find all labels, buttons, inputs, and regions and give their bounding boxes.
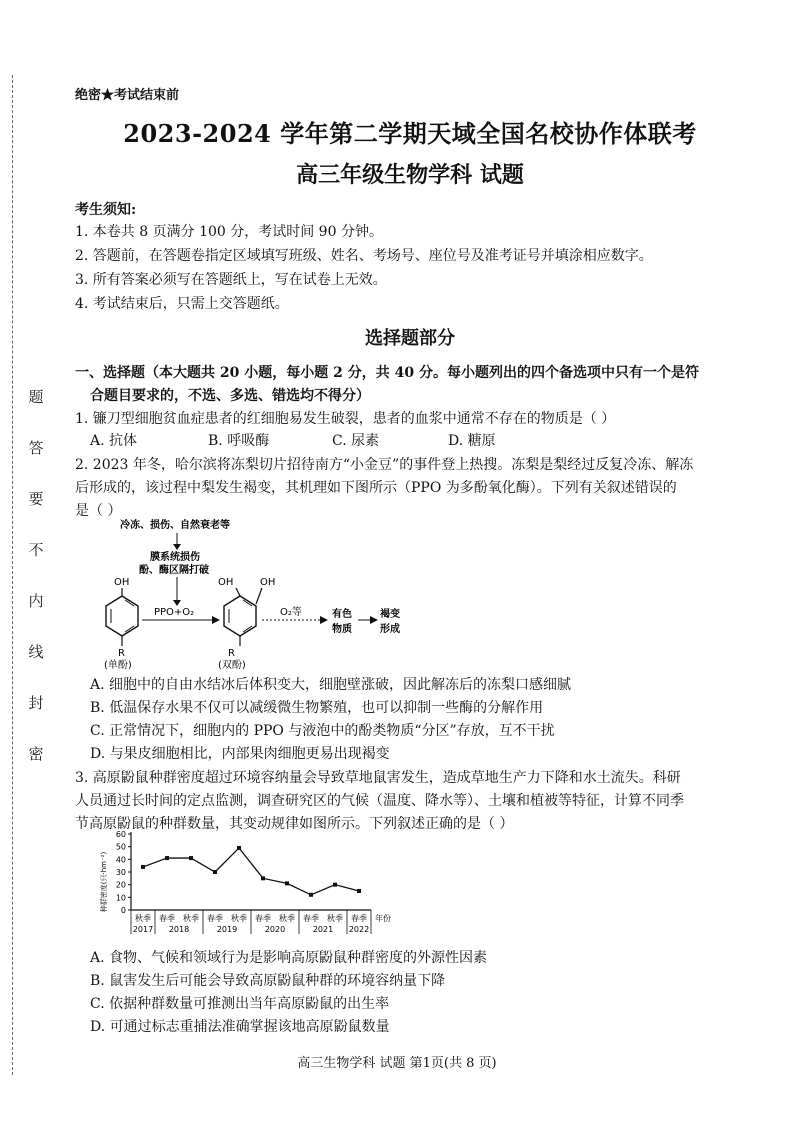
y-tick-label: 50 xyxy=(115,842,126,852)
q3-option-d: D. 可通过标志重捕法准确掌握该地高原鼢鼠数量 xyxy=(90,1019,390,1035)
q2-option-d: D. 与果皮细胞相比，内部果肉细胞更易出现褐变 xyxy=(90,746,390,762)
section-title: 选择题部分 xyxy=(365,328,455,349)
result-label-2: 形成 xyxy=(380,624,400,635)
secret-label: 绝密★考试结束前 xyxy=(75,88,180,103)
x-tick-label: 秋季 xyxy=(135,914,151,923)
margin-char: 题 xyxy=(28,388,44,406)
y-tick-label: 0 xyxy=(120,906,126,915)
notice-item: 1. 本卷共 8 页满分 100 分，考试时间 90 分钟。 xyxy=(75,224,383,240)
year-label: 2019 xyxy=(216,925,238,934)
q3-option-a: A. 食物、气候和领域行为是影响高原鼢鼠种群密度的外源性因素 xyxy=(90,950,488,966)
year-label: 2017 xyxy=(132,925,154,934)
q1-options xyxy=(90,430,496,450)
q3-stem: 节高原鼢鼠的种群数量，其变动规律如图所示。下列叙述正确的是（ ） xyxy=(75,816,514,832)
di-caption: (双酚) xyxy=(218,660,246,670)
density-series-line xyxy=(143,848,359,895)
year-label: 2018 xyxy=(168,925,190,934)
q3-option-c: C. 依据种群数量可推测出当年高原鼢鼠的出生率 xyxy=(90,996,390,1012)
x-tick-label: 春季 xyxy=(351,914,367,923)
y-tick-label: 30 xyxy=(115,868,126,877)
margin-char: 答 xyxy=(28,439,44,457)
q2-option-b: B. 低温保存水果不仅可以减缓微生物繁殖，也可以抑制一些酶的分解作用 xyxy=(90,700,544,716)
margin-char: 线 xyxy=(28,643,44,661)
margin-char: 密 xyxy=(28,745,44,763)
x-tick-label: 秋季 xyxy=(231,914,247,923)
year-label: 2022 xyxy=(348,925,370,934)
margin-char: 封 xyxy=(28,694,44,712)
exam-subtitle: 高三年级生物学科 试题 xyxy=(296,162,524,188)
x-tick-label: 秋季 xyxy=(327,914,343,923)
data-point xyxy=(333,883,337,887)
margin-char: 要 xyxy=(28,490,44,508)
q3-option-b: B. 鼠害发生后可能会导致高原鼢鼠种群的环境容纳量下降 xyxy=(90,973,446,989)
data-point xyxy=(141,865,145,869)
q2-option-c: C. 正常情况下，细胞内的 PPO 与液泡中的酚类物质“分区”存放，互不干扰 xyxy=(90,723,555,739)
q2-stem: 后形成的，该过程中梨发生褐变，其机理如下图所示（PPO 为多酚氧化酶）。下列有关叙述错误的 xyxy=(75,480,677,496)
di-oh-label-2: OH xyxy=(260,577,276,588)
y-tick-label: 20 xyxy=(115,880,126,890)
q1-option-b: B. 呼吸酶 xyxy=(208,433,270,449)
di-oh-label-1: OH xyxy=(218,577,234,588)
q2-stem: 2. 2023 年冬，哈尔滨将冻梨切片招待南方“小金豆”的事件登上热搜。冻梨是梨经过反复冷冻、解冻 xyxy=(75,457,694,473)
mono-r-label: R xyxy=(118,648,125,659)
q3-stem: 人员通过长时间的定点监测，调查研究区的气候（温度、降水等）、土壤和植被等特征，计算不同季 xyxy=(75,793,684,809)
notice-heading: 考生须知: xyxy=(75,202,137,218)
exam-title: 2023-2024 学年第二学期天域全国名校协作体联考 xyxy=(123,119,697,148)
diagram-trigger: 冷冻、损伤、自然衰老等 xyxy=(120,520,230,531)
oxidant-label: O₂等 xyxy=(280,607,302,618)
year-label: 2020 xyxy=(264,925,286,934)
data-point xyxy=(285,881,289,885)
y-tick-label: 60 xyxy=(115,830,126,839)
q3-stem: 3. 高原鼢鼠种群密度超过环境容纳量会导致草地鼠害发生，造成草地生产力下降和水土流失。科研 xyxy=(75,770,681,786)
y-axis-label: 种群密度(只·hm⁻²) xyxy=(100,851,108,913)
notice-item: 4. 考试结束后，只需上交答题纸。 xyxy=(75,296,289,312)
notice-item: 2. 答题前，在答题卷指定区域填写班级、姓名、考场号、座位号及准考证号并填涂相应数字。 xyxy=(75,248,653,264)
binding-margin-text xyxy=(25,390,47,798)
x-axis-label: 年份 xyxy=(375,914,391,923)
year-label: 2021 xyxy=(312,925,334,934)
x-tick-label: 秋季 xyxy=(183,914,199,923)
q1-option-d: D. 糖原 xyxy=(448,433,496,449)
browning-mechanism-diagram xyxy=(90,514,420,670)
x-tick-label: 春季 xyxy=(159,914,175,923)
y-tick-label: 10 xyxy=(115,893,126,903)
margin-char: 不 xyxy=(28,541,44,559)
ppo-label: PPO+O₂ xyxy=(154,607,195,618)
margin-char: 内 xyxy=(28,592,44,610)
data-point xyxy=(357,889,361,893)
product-label-1: 有色 xyxy=(332,609,352,620)
mono-caption: (单酚) xyxy=(104,660,132,670)
di-r-label: R xyxy=(228,648,235,659)
y-tick-label: 40 xyxy=(115,855,126,865)
page-footer: 高三生物学科 试题 第1页(共 8 页) xyxy=(297,1056,497,1071)
data-point xyxy=(189,856,193,860)
data-point xyxy=(213,870,217,874)
x-tick-label: 春季 xyxy=(207,914,223,923)
population-density-chart xyxy=(95,828,415,946)
notice-item: 3. 所有答案必须写在答题纸上，写在试卷上无效。 xyxy=(75,272,387,288)
x-tick-label: 春季 xyxy=(255,914,271,923)
q1-stem: 1. 镰刀型细胞贫血症患者的红细胞易发生破裂，患者的血浆中通常不存在的物质是（ ） xyxy=(75,411,616,427)
part-instructions-cont: 合题目要求的，不选、多选、错选均不得分） xyxy=(90,388,370,404)
mono-oh-label: OH xyxy=(114,577,130,588)
data-point xyxy=(237,846,241,850)
data-point xyxy=(165,856,169,860)
data-point xyxy=(309,893,313,897)
part-instructions: 一、选择题（本大题共 20 小题，每小题 2 分，共 40 分。每小题列出的四个备选项中只有一个是符 xyxy=(75,365,699,381)
q2-option-a: A. 细胞中的自由水结冰后体积变大，细胞壁涨破，因此解冻后的冻梨口感细腻 xyxy=(90,677,572,693)
product-label-2: 物质 xyxy=(332,624,352,635)
result-label-1: 褐变 xyxy=(380,609,400,620)
q1-option-c: C. 尿素 xyxy=(332,433,380,449)
x-tick-label: 秋季 xyxy=(279,914,295,923)
x-tick-label: 春季 xyxy=(303,914,319,923)
diagram-damage2: 酚、酶区隔打破 xyxy=(139,565,209,576)
q2-stem: 是（ ） xyxy=(75,503,122,519)
data-point xyxy=(261,876,265,880)
binding-line xyxy=(12,75,13,1075)
q1-option-a: A. 抗体 xyxy=(90,433,138,449)
diagram-damage1: 膜系统损伤 xyxy=(150,552,200,563)
